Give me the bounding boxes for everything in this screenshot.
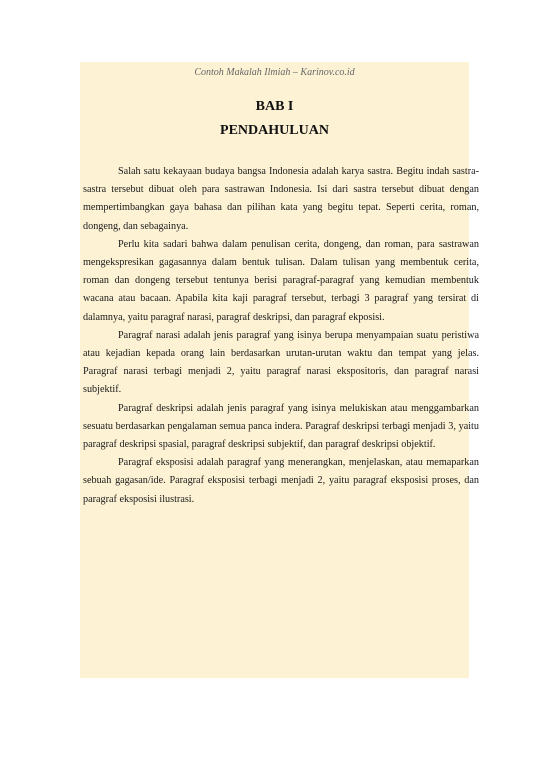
paragraph-3: Paragraf narasi adalah jenis paragraf yang isinya berupa menyampaian suatu peristiwa atau kejadian kepada orang lain berdasarkan urutan-urutan waktu dan tempat yang jelas. Paragraf narasi terbagi menjadi 2, yaitu paragraf narasi ekspositoris, dan paragraf narasi subjektif. — [83, 329, 479, 396]
paragraph-4: Paragraf deskripsi adalah jenis paragraf yang isinya melukiskan atau menggambarkan sesuatu berdasarkan pengalaman semua panca indera. Paragraf deskripsi terbagi menjadi 3, yaitu paragraf deskripsi spasial, paragraf deskripsi subjektif, dan paragraf deskripsi objektif. — [83, 402, 479, 451]
chapter-number: BAB I — [255, 99, 294, 114]
paragraph-5: Paragraf eksposisi adalah paragraf yang menerangkan, menjelaskan, atau memaparkan sebuah gagasan/ide. Paragraf eksposisi terbagi menjadi 2, yaitu paragraf eksposisi proses, dan paragraf eksposisi ilustrasi. — [83, 457, 479, 505]
page-header: Contoh Makalah Ilmiah – Karinov.co.id — [194, 67, 355, 78]
paragraph-2: Perlu kita sadari bahwa dalam penulisan cerita, dongeng, dan roman, para sastrawan mengekspresikan gagasannya dalam bentuk tulisan. Dalam tulisan yang membentuk cerita, roman dan dongeng tersebut tentunya berisi paragraf-paragraf yang kemudian membentuk wacana atau bacaan. Apabila kita kaji paragraf tersebut, terbagi 3 paragraf yang tersirat di dalamnya, yaitu paragraf narasi, paragraf deskripsi, dan paragraf ekposisi. — [83, 238, 479, 323]
document-page — [80, 62, 479, 678]
paragraph-1: Salah satu kekayaan budaya bangsa Indonesia adalah karya sastra. Begitu indah sastra-sastra tersebut dibuat oleh para sastrawan Indonesia. Isi dari sastra tersebut dibuat dengan mempertimbangkan gaya bahasa dan pilihan kata yang begitu tepat. Seperti cerita, roman, dongeng, dan sebagainya. — [83, 166, 479, 232]
document-body — [83, 163, 479, 509]
chapter-title: PENDAHULUAN — [220, 123, 329, 138]
